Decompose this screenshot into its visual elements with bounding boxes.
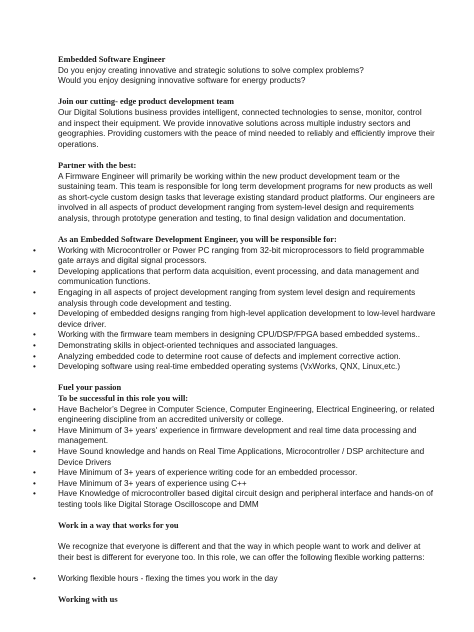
responsibilities-heading: As an Embedded Software Development Engineer, you will be responsible for: <box>58 235 337 245</box>
intro-line-2: Would you enjoy designing innovative software for energy products? <box>58 76 306 86</box>
list-item: • Working with the firmware team members in designing CPU/DSP/FPGA based embedded systems.. <box>58 330 436 341</box>
list-item: • Have Bachelor’s Degree in Computer Science, Computer Engineering, Electrical Engineering, or related engineering discipline from an accredited university or college. <box>58 405 436 426</box>
work-heading: Work in a way that works for you <box>58 521 179 531</box>
list-item: • Working with Microcontroller or Power PC ranging from 32-bit microprocessors to field programmable gate arrays and digital signal processors. <box>58 246 436 267</box>
list-item: • Developing of embedded designs ranging from high-level application development to low-level hardware device driver. <box>58 309 436 330</box>
list-item: • Developing software using real-time embedded operating systems (VxWorks, QNX, Linux,etc.) <box>58 362 436 373</box>
list-item: • Demonstrating skills in object-oriented techniques and associated languages. <box>58 341 436 352</box>
passion-heading: Fuel your passion <box>58 383 122 393</box>
list-item: • Engaging in all aspects of project development ranging from system level design and requirements analysis through code development and testing. <box>58 288 436 309</box>
list-item: • Have Knowledge of microcontroller based digital circuit design and peripheral interface and hands-on of testing tools like Digital Storage Oscilloscope and DMM <box>58 489 436 510</box>
partner-paragraph: A Firmware Engineer will primarily be working within the new product development team or the sustaining team. This team is responsible for long term development programs for new products as well as short-cycle custom design tasks that leverage existing standard product platforms. Our engineers are involved in all aspects of product development ranging from system-level design and requirements analysis, through prototype generation and testing, to final design validation and documentation. <box>58 171 435 223</box>
join-paragraph: Our Digital Solutions business provides intelligent, connected technologies to sense, monitor, control and inspect their equipment. We provide innovative solutions across multiple industry sectors and geographies. Providing customers with the peace of mind needed to reliably and efficiently improve their operations. <box>58 107 435 149</box>
list-item: • Have Minimum of 3+ years of experience writing code for an embedded processor. <box>58 468 436 479</box>
intro-line-1: Do you enjoy creating innovative and strategic solutions to solve complex problems? <box>58 65 364 75</box>
work-paragraph: We recognize that everyone is different and that the way in which people want to work and deliver at their best is different for everyone too. In this role, we can offer the following flexible working patterns: <box>58 542 425 562</box>
responsibilities-list <box>58 246 436 373</box>
list-item: • Have Minimum of 3+ years' experience in firmware development and real time data processing and management. <box>58 426 436 447</box>
partner-heading: Partner with the best: <box>58 160 137 170</box>
success-heading: To be successful in this role you will: <box>58 394 189 403</box>
list-item: • Developing applications that perform data acquisition, event processing, and data management and communication functions. <box>58 267 436 288</box>
join-heading: Join our cutting- edge product development team <box>58 97 235 107</box>
working-with-us-heading: Working with us <box>58 595 118 605</box>
list-item: • Have Sound knowledge and hands on Real Time Applications, Microcontroller / DSP architecture and Device Drivers <box>58 447 436 468</box>
requirements-list <box>58 405 436 511</box>
document-page <box>58 55 436 606</box>
list-item: • Have Minimum of 3+ years of experience using C++ <box>58 479 436 490</box>
job-title: Embedded Software Engineer <box>58 55 166 64</box>
list-item: • Working flexible hours - flexing the times you work in the day <box>58 574 436 585</box>
list-item: • Analyzing embedded code to determine root cause of defects and implement corrective action. <box>58 352 436 363</box>
work-patterns-list <box>58 574 436 585</box>
